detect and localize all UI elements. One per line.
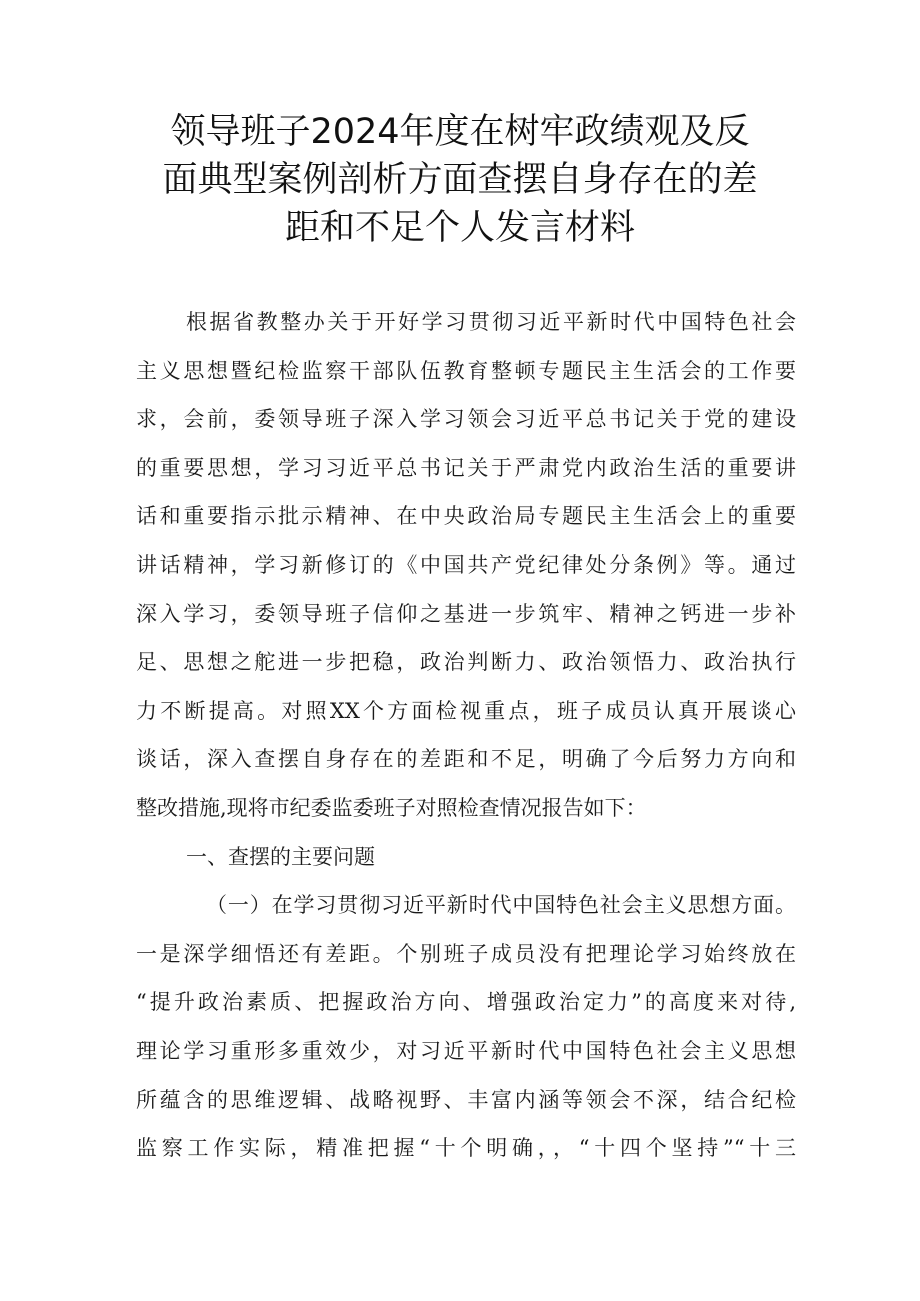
body-line: 求，会前，委领导班子深入学习领会习近平总书记关于党的建设 [136, 407, 796, 432]
body-line: 主义思想暨纪检监察干部队伍教育整顿专题民主生活会的工作要 [136, 358, 796, 383]
title-line: 领导班子2024年度在树牢政绩观及反 [170, 112, 750, 152]
body-line: 话和重要指示批示精神、在中央政治局专题民主生活会上的重要 [136, 504, 796, 529]
body-line: 讲话精神，学习新修订的《中国共产党纪律处分条例》等。通过 [136, 552, 796, 577]
body-line: 所蕴含的思维逻辑、战略视野、丰富内涵等领会不深，结合纪检 [136, 1087, 796, 1112]
section-heading: 一、查摆的主要问题 [186, 844, 375, 869]
title-line: 面典型案例剖析方面查摆自身存在的差 [162, 160, 758, 200]
title-line: 距和不足个人发言材料 [284, 208, 635, 248]
body-line: 一是深学细悟还有差距。个别班子成员没有把理论学习始终放在 [136, 941, 796, 966]
body-line: 的重要思想，学习习近平总书记关于严肃党内政治生活的重要讲 [136, 455, 796, 480]
body-line: 整改措施,现将市纪委监委班子对照检查情况报告如下： [136, 795, 647, 820]
body-line: 深入学习，委领导班子信仰之基进一步筑牢、精神之钙进一步补 [136, 601, 796, 626]
document-title [140, 108, 780, 252]
body-line: 监察工作实际，精准把握“十个明确，，“十四个坚持”“十三 [136, 1136, 796, 1161]
document-body [136, 298, 796, 1173]
body-line: 足、思想之舵进一步把稳，政治判断力、政治领悟力、政治执行 [136, 650, 796, 675]
body-line: 谈话，深入查摆自身存在的差距和不足，明确了今后努力方向和 [136, 747, 796, 772]
body-line: 根据省教整办关于开好学习贯彻习近平新时代中国特色社会 [186, 310, 796, 334]
body-line: 力不断提高。对照XX个方面检视重点，班子成员认真开展谈心 [136, 698, 796, 723]
body-line: “提升政治素质、把握政治方向、增强政治定力”的高度来对待, [136, 990, 796, 1015]
subsection-heading: （一）在学习贯彻习近平新时代中国特色社会主义思想方面。 [206, 893, 796, 918]
body-line: 理论学习重形多重效少，对习近平新时代中国特色社会主义思想 [136, 1038, 796, 1063]
